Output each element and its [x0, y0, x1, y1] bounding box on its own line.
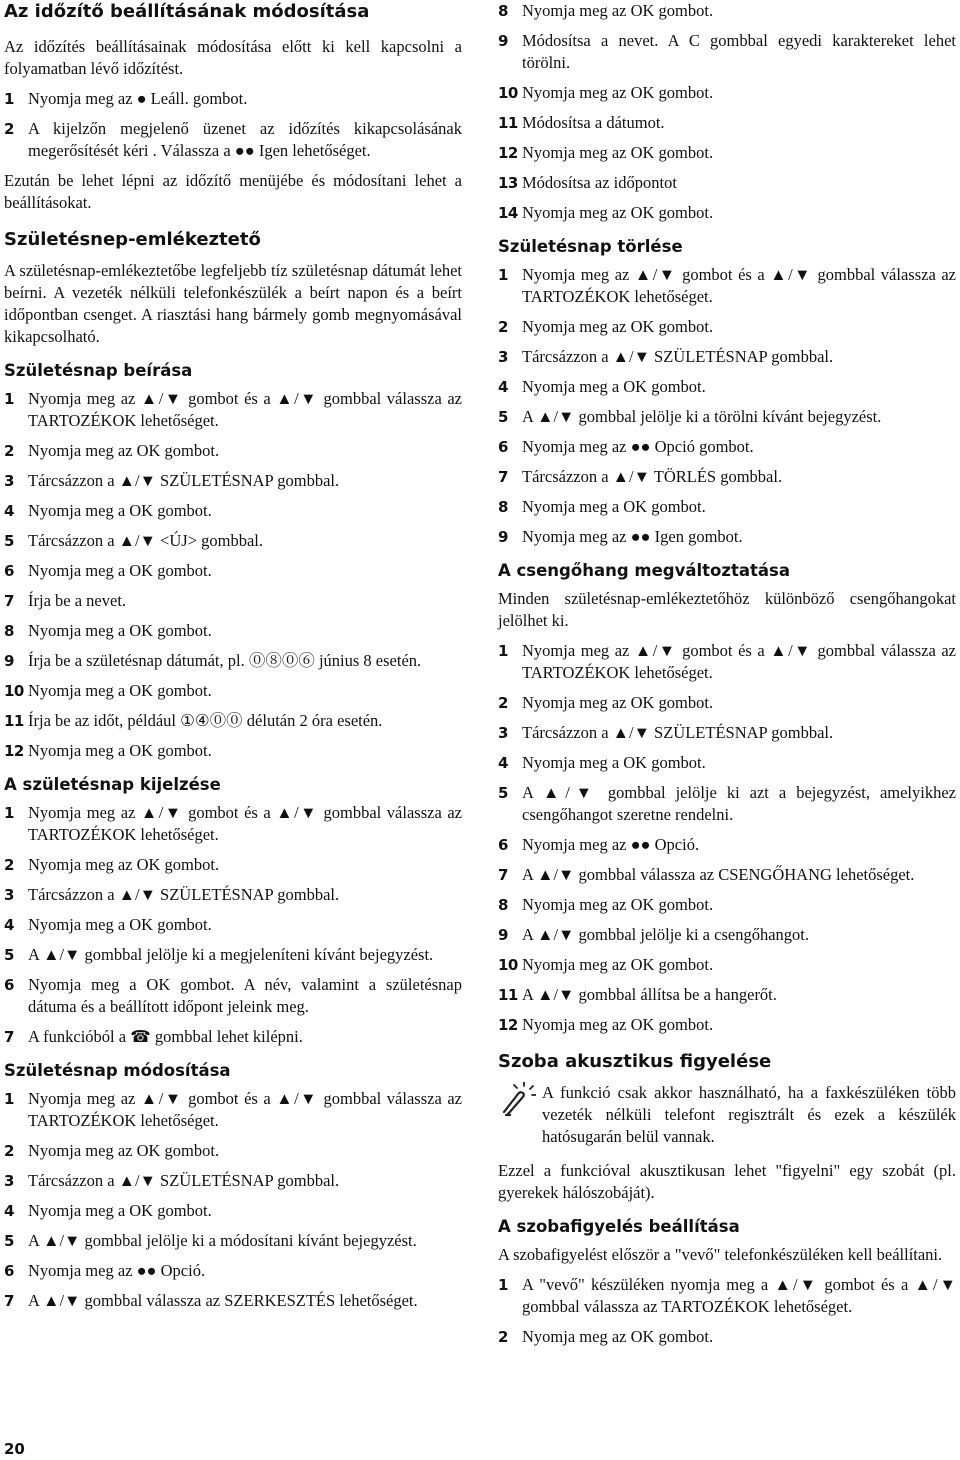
step-item [4, 1088, 462, 1132]
step-number: 3 [4, 472, 14, 490]
room-monitor-tip: A funkció csak akkor használható, ha a faxkészüléken több vezeték nélküli telefont regisztrált és ezek a készülék hatósugarán belül vannak. [542, 1083, 956, 1146]
step-text: Nyomja meg a OK gombot. [28, 741, 212, 760]
birthday-modify-steps-continued [498, 0, 956, 224]
step-text: A ▲/▼ gombbal állítsa be a hangerőt. [522, 985, 777, 1004]
step-number: 8 [498, 2, 508, 20]
timer-edit-after: Ezután be lehet lépni az időzítő menüjébe és módosítani lehet a beállításokat. [4, 171, 462, 212]
step-text: Nyomja meg az OK gombot. [522, 1, 714, 20]
step-number: 4 [4, 916, 14, 934]
step-text: Nyomja meg a OK gombot. A név, valamint a születésnap dátuma és a beállított időpont jeleink meg. [28, 975, 462, 1016]
step-number: 4 [4, 1202, 14, 1220]
step-number: 2 [498, 694, 508, 712]
step-text: Nyomja meg az OK gombot. [522, 955, 714, 974]
step-text: Tárcsázzon a ▲/▼ SZÜLETÉSNAP gombbal. [522, 723, 834, 742]
step-item [498, 436, 956, 458]
step-text: A ▲/▼ gombbal jelölje ki a megjeleníteni kívánt bejegyzést. [28, 945, 434, 964]
step-item [498, 924, 956, 946]
step-number: 1 [4, 390, 14, 408]
heading-ringtone-change: A csengőhang megváltoztatása [498, 561, 790, 580]
step-item [498, 984, 956, 1006]
step-number: 9 [498, 926, 508, 944]
step-item [4, 440, 462, 462]
step-item [498, 30, 956, 74]
step-text: Nyomja meg az OK gombot. [522, 1327, 714, 1346]
step-text: Tárcsázzon a ▲/▼ SZÜLETÉSNAP gombbal. [28, 885, 340, 904]
step-number: 4 [498, 754, 508, 772]
step-number: 5 [4, 946, 14, 964]
step-text: Nyomja meg a OK gombot. [522, 377, 706, 396]
birthday-reminder-intro: A születésnap-emlékeztetőbe legfeljebb tíz születésnap dátumát lehet beírni. A vezeték nélküli telefonkészülék a beírt napon és a beírt időpontban csenget. A riasztási hang bármely gomb megnyomásával kikapcsolható. [4, 261, 462, 346]
step-item [4, 118, 462, 162]
step-number: 2 [4, 1142, 14, 1160]
step-item [498, 864, 956, 886]
step-number: 6 [4, 562, 14, 580]
step-text: Írja be az időt, például ①④⓪⓪ délután 2 óra esetén. [28, 711, 383, 730]
ringtone-intro: Minden születésnap-emlékeztetőhöz különböző csengőhangokat jelölhet ki. [498, 589, 956, 630]
birthday-modify-steps [4, 1088, 462, 1312]
step-text: Nyomja meg a OK gombot. [28, 1201, 212, 1220]
step-item [4, 590, 462, 612]
step-item [498, 782, 956, 826]
step-item [498, 172, 956, 194]
step-number: 2 [4, 856, 14, 874]
step-item [498, 834, 956, 856]
step-number: 6 [4, 976, 14, 994]
step-number: 7 [498, 468, 508, 486]
step-item [4, 802, 462, 846]
step-number: 12 [4, 742, 24, 760]
step-text: Nyomja meg az ▲/▼ gombot és a ▲/▼ gombbal válassza az TARTOZÉKOK lehetőséget. [28, 803, 462, 844]
timer-edit-steps [4, 88, 462, 162]
step-text: Nyomja meg a OK gombot. [28, 561, 212, 580]
step-item [498, 1274, 956, 1318]
step-number: 8 [498, 498, 508, 516]
step-number: 9 [498, 32, 508, 50]
step-text: Nyomja meg az OK gombot. [522, 693, 714, 712]
step-item [4, 884, 462, 906]
step-number: 7 [4, 1292, 14, 1310]
step-item [498, 142, 956, 164]
step-text: Nyomja meg az OK gombot. [522, 317, 714, 336]
heading-room-setup: A szobafigyelés beállítása [498, 1217, 740, 1236]
step-text: Tárcsázzon a ▲/▼ SZÜLETÉSNAP gombbal. [522, 347, 834, 366]
step-item [4, 740, 462, 762]
heading-birthday-delete: Születésnap törlése [498, 237, 683, 256]
tip-box [498, 1082, 956, 1148]
step-number: 7 [498, 866, 508, 884]
step-number: 11 [498, 986, 518, 1004]
step-text: Nyomja meg az OK gombot. [28, 441, 220, 460]
step-item [4, 944, 462, 966]
step-item [498, 640, 956, 684]
step-text: A ▲/▼ gombbal válassza az SZERKESZTÉS lehetőséget. [28, 1291, 418, 1310]
step-number: 3 [4, 886, 14, 904]
heading-birthday-reminder: Születésnep-emlékeztető [4, 229, 261, 250]
step-text: Nyomja meg az ▲/▼ gombot és a ▲/▼ gombbal válassza az TARTOZÉKOK lehetőséget. [522, 641, 956, 682]
step-item [4, 680, 462, 702]
step-number: 8 [498, 896, 508, 914]
heading-room-monitor: Szoba akusztikus figyelése [498, 1051, 772, 1072]
step-text: A "vevő" készüléken nyomja meg a ▲/▼ gombot és a ▲/▼ gombbal válassza az TARTOZÉKOK lehetőséget. [522, 1275, 956, 1316]
step-text: Nyomja meg az ●● Opció. [28, 1261, 206, 1280]
step-text: A ▲/▼ gombbal válassza az CSENGŐHANG lehetőséget. [522, 865, 915, 884]
step-item [498, 376, 956, 398]
step-item [4, 1170, 462, 1192]
step-item [4, 1200, 462, 1222]
step-text: A ▲/▼ gombbal jelölje ki a csengőhangot. [522, 925, 809, 944]
step-text: Nyomja meg az OK gombot. [522, 143, 714, 162]
step-text: Nyomja meg az OK gombot. [522, 83, 714, 102]
step-item [498, 1326, 956, 1348]
step-text: Módosítsa a dátumot. [522, 113, 665, 132]
step-item [498, 894, 956, 916]
step-number: 10 [4, 682, 24, 700]
step-text: Nyomja meg a OK gombot. [28, 621, 212, 640]
step-number: 5 [498, 784, 508, 802]
step-number: 1 [4, 804, 14, 822]
step-number: 1 [498, 642, 508, 660]
heading-birthday-modify: Születésnap módosítása [4, 1061, 231, 1080]
step-number: 7 [4, 1028, 14, 1046]
step-number: 1 [4, 90, 14, 108]
page-number: 20 [4, 1440, 25, 1458]
step-number: 9 [498, 528, 508, 546]
step-text: Nyomja meg a OK gombot. [28, 915, 212, 934]
step-number: 5 [4, 532, 14, 550]
step-text: A ▲/▼ gombbal jelölje ki a módosítani kívánt bejegyzést. [28, 1231, 417, 1250]
step-number: 2 [4, 442, 14, 460]
step-text: Tárcsázzon a ▲/▼ <ÚJ> gombbal. [28, 531, 263, 550]
birthday-display-steps [4, 802, 462, 1048]
step-text: Nyomja meg az OK gombot. [28, 855, 220, 874]
step-item [4, 710, 462, 732]
step-text: Nyomja meg az OK gombot. [28, 1141, 220, 1160]
right-column [498, 0, 956, 1356]
step-text: Módosítsa a nevet. A C gombbal egyedi karaktereket lehet törölni. [522, 31, 956, 72]
step-text: Nyomja meg a OK gombot. [28, 681, 212, 700]
step-item [498, 264, 956, 308]
tip-lightbulb-icon [498, 1082, 536, 1118]
step-item [4, 1260, 462, 1282]
step-item [498, 316, 956, 338]
timer-edit-intro: Az időzítés beállításainak módosítása előtt ki kell kapcsolni a folyamatban lévő időzítést. [4, 37, 462, 78]
step-item [4, 1140, 462, 1162]
step-item [498, 526, 956, 548]
step-number: 3 [498, 724, 508, 742]
step-item [498, 1014, 956, 1036]
step-item [4, 88, 462, 110]
step-number: 8 [4, 622, 14, 640]
step-text: Nyomja meg az OK gombot. [522, 895, 714, 914]
step-text: Tárcsázzon a ▲/▼ SZÜLETÉSNAP gombbal. [28, 471, 340, 490]
step-text: Nyomja meg az ▲/▼ gombot és a ▲/▼ gombbal válassza az TARTOZÉKOK lehetőséget. [28, 389, 462, 430]
step-number: 3 [498, 348, 508, 366]
step-number: 1 [4, 1090, 14, 1108]
step-item [4, 620, 462, 642]
room-setup-steps [498, 1274, 956, 1348]
step-number: 13 [498, 174, 518, 192]
step-item [4, 854, 462, 876]
ringtone-steps [498, 640, 956, 1036]
step-text: Tárcsázzon a ▲/▼ TÖRLÉS gombbal. [522, 467, 783, 486]
step-number: 1 [498, 266, 508, 284]
step-number: 3 [4, 1172, 14, 1190]
birthday-enter-steps [4, 388, 462, 762]
step-number: 11 [498, 114, 518, 132]
step-text: Módosítsa az időpontot [522, 173, 677, 192]
step-number: 6 [498, 438, 508, 456]
step-text: A ▲/▼ gombbal jelölje ki azt a bejegyzést, amelyikhez csengőhangot szeretne rendelni. [522, 783, 956, 824]
step-number: 10 [498, 84, 518, 102]
step-text: Nyomja meg az ● Leáll. gombot. [28, 89, 248, 108]
step-number: 2 [4, 120, 14, 138]
step-item [4, 500, 462, 522]
heading-birthday-display: A születésnap kijelzése [4, 775, 221, 794]
step-item [4, 1026, 462, 1048]
step-text: Nyomja meg az ▲/▼ gombot és a ▲/▼ gombbal válassza az TARTOZÉKOK lehetőséget. [522, 265, 956, 306]
heading-birthday-enter: Születésnap beírása [4, 361, 193, 380]
step-item [4, 974, 462, 1018]
step-item [498, 0, 956, 22]
step-number: 10 [498, 956, 518, 974]
step-item [498, 202, 956, 224]
step-text: Nyomja meg az ●● Opció. [522, 835, 700, 854]
step-item [4, 530, 462, 552]
step-item [4, 914, 462, 936]
step-text: Nyomja meg a OK gombot. [28, 501, 212, 520]
step-text: Nyomja meg a OK gombot. [522, 497, 706, 516]
step-item [498, 406, 956, 428]
step-text: Írja be a nevet. [28, 591, 127, 610]
step-text: Nyomja meg az ▲/▼ gombot és a ▲/▼ gombbal válassza az TARTOZÉKOK lehetőséget. [28, 1089, 462, 1130]
heading-timer-edit: Az időzítő beállításának módosítása [4, 1, 370, 22]
step-text: A funkcióból a ☎ gombbal lehet kilépni. [28, 1027, 303, 1046]
step-item [498, 346, 956, 368]
step-number: 6 [4, 1262, 14, 1280]
step-item [4, 1230, 462, 1252]
step-number: 12 [498, 144, 518, 162]
step-text: Nyomja meg az ●● Opció gombot. [522, 437, 754, 456]
step-item [498, 496, 956, 518]
step-item [4, 388, 462, 432]
step-text: Nyomja meg az ●● Igen gombot. [522, 527, 743, 546]
step-item [4, 650, 462, 672]
step-number: 2 [498, 1328, 508, 1346]
step-number: 9 [4, 652, 14, 670]
step-text: A ▲/▼ gombbal jelölje ki a törölni kívánt bejegyzést. [522, 407, 882, 426]
step-item [498, 752, 956, 774]
step-number: 5 [498, 408, 508, 426]
step-number: 7 [4, 592, 14, 610]
step-number: 14 [498, 204, 518, 222]
step-item [498, 954, 956, 976]
step-number: 11 [4, 712, 24, 730]
step-item [4, 1290, 462, 1312]
step-number: 12 [498, 1016, 518, 1034]
step-item [498, 112, 956, 134]
step-item [4, 560, 462, 582]
step-item [498, 722, 956, 744]
step-number: 4 [4, 502, 14, 520]
room-setup-intro: A szobafigyelést először a "vevő" telefonkészüléken kell beállítani. [498, 1245, 943, 1264]
step-number: 6 [498, 836, 508, 854]
step-item [498, 692, 956, 714]
step-item [498, 466, 956, 488]
birthday-delete-steps [498, 264, 956, 548]
step-number: 1 [498, 1276, 508, 1294]
step-number: 4 [498, 378, 508, 396]
left-column [4, 0, 462, 1320]
step-text: Nyomja meg az OK gombot. [522, 1015, 714, 1034]
step-text: A kijelzőn megjelenő üzenet az időzítés kikapcsolásának megerősítését kéri . Válassza a ●● Igen lehetőséget. [28, 119, 462, 160]
step-text: Tárcsázzon a ▲/▼ SZÜLETÉSNAP gombbal. [28, 1171, 340, 1190]
step-text: Nyomja meg az OK gombot. [522, 203, 714, 222]
step-text: Nyomja meg a OK gombot. [522, 753, 706, 772]
step-number: 5 [4, 1232, 14, 1250]
room-monitor-intro: Ezzel a funkcióval akusztikusan lehet "figyelni" egy szobát (pl. gyerekek hálószobáját). [498, 1161, 956, 1202]
step-item [498, 82, 956, 104]
step-number: 2 [498, 318, 508, 336]
step-item [4, 470, 462, 492]
step-text: Írja be a születésnap dátumát, pl. ⓪⑧⓪⑥ június 8 esetén. [28, 651, 422, 670]
